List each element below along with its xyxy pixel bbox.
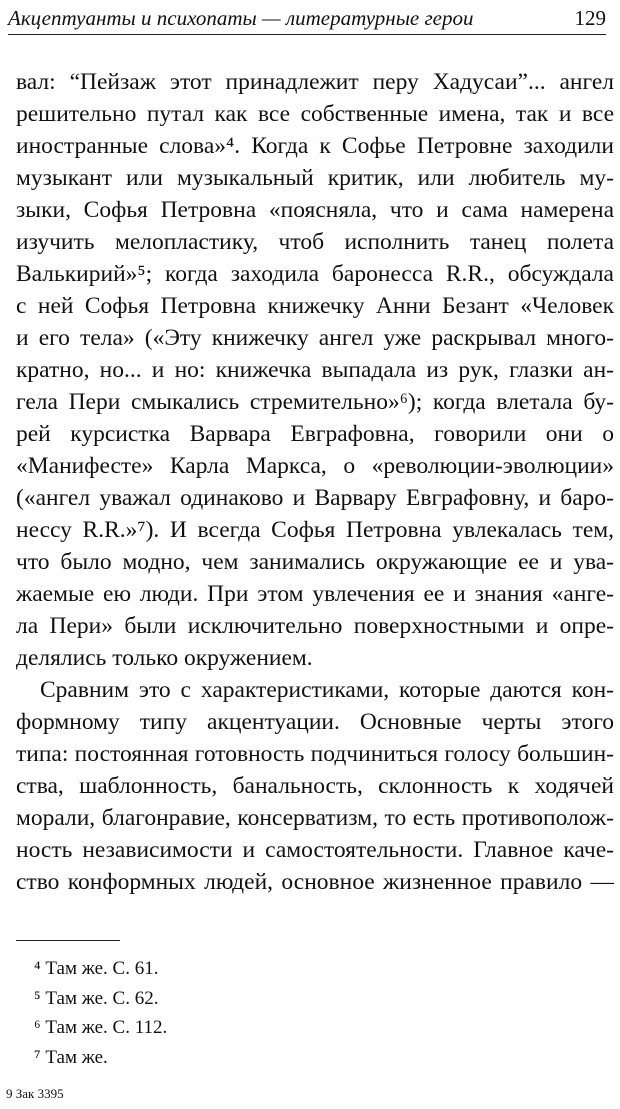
text-line: Валькирий»⁵; когда заходила баронесса R.R., обсуждала xyxy=(16,261,614,287)
text-line: зыки, Софья Петровна «поясняла, что и сама намерена xyxy=(16,197,614,223)
footnote-4: ⁴ Там же. С. 61. xyxy=(34,958,159,979)
text-line: ства, шаблонность, банальность, склонность к ходячей xyxy=(16,773,614,799)
text-line: музыкант или музыкальный критик, или любитель му- xyxy=(16,165,614,191)
page-number: 129 xyxy=(574,6,606,30)
footnotes xyxy=(34,954,594,1072)
text-line: «Манифесте» Карла Маркса, о «революции-эволюции» xyxy=(16,453,614,479)
text-line: иностранные слова»⁴. Когда к Софье Петровне заходили xyxy=(16,133,614,159)
text-line: с ней Софья Петровна книжечку Анни Безант «Человек xyxy=(16,293,614,319)
footnote-5: ⁵ Там же. С. 62. xyxy=(34,987,159,1009)
text-line: формному типу акцентуации. Основные черты этого xyxy=(16,709,614,735)
running-head xyxy=(8,4,606,35)
text-line: изучить мелопластику, чтоб исполнить танец полета xyxy=(16,229,614,255)
text-line: морали, благонравие, консерватизм, то есть противополож- xyxy=(16,805,614,831)
text-line: и его тела» («Эту книжечку ангел уже раскрывал много- xyxy=(16,325,614,351)
text-line: («ангел уважал одинаково и Варвару Евграфовну, и баро- xyxy=(16,485,614,511)
body-text xyxy=(16,66,614,898)
text-line: ла Пери» были исключительно поверхностными и опре- xyxy=(16,613,614,639)
text-line: решительно путал как все собственные имена, так и все xyxy=(16,101,614,127)
paragraph-first-line: Сравним это с характеристиками, которые даются кон- xyxy=(40,677,614,703)
text-line: гела Пери смыкались стремительно»⁶); когда влетала бу- xyxy=(16,389,614,415)
text-line: вал: “Пейзаж этот принадлежит перу Хадусаи”... ангел xyxy=(16,69,614,95)
text-line: делялись только окружением. xyxy=(16,645,313,671)
footnote-6: ⁶ Там же. С. 112. xyxy=(34,1017,168,1038)
text-line: ность независимости и самостоятельности. Главное каче- xyxy=(16,837,614,863)
text-line: типа: постоянная готовность подчиниться голосу большин- xyxy=(16,741,614,767)
text-line: жаемые ею люди. При этом увлечения ее и знания «анге- xyxy=(16,581,614,607)
footnote-7: ⁷ Там же. xyxy=(34,1046,108,1068)
printer-signature: 9 Зак 3395 xyxy=(6,1086,64,1101)
text-line: нессу R.R.»⁷). И всегда Софья Петровна увлекалась тем, xyxy=(16,517,614,543)
footnote-separator xyxy=(16,940,120,941)
running-head-title: Акцептуанты и психопаты — литературные герои xyxy=(8,6,474,30)
text-line: рей курсистка Варвара Евграфовна, говорили они о xyxy=(16,421,614,447)
text-line: что было модно, чем занимались окружающие ее и ува- xyxy=(16,549,614,575)
text-line: кратно, но... и но: книжечка выпадала из рук, глазки ан- xyxy=(16,357,614,383)
text-line: ство конформных людей, основное жизненное правило — xyxy=(16,869,614,895)
